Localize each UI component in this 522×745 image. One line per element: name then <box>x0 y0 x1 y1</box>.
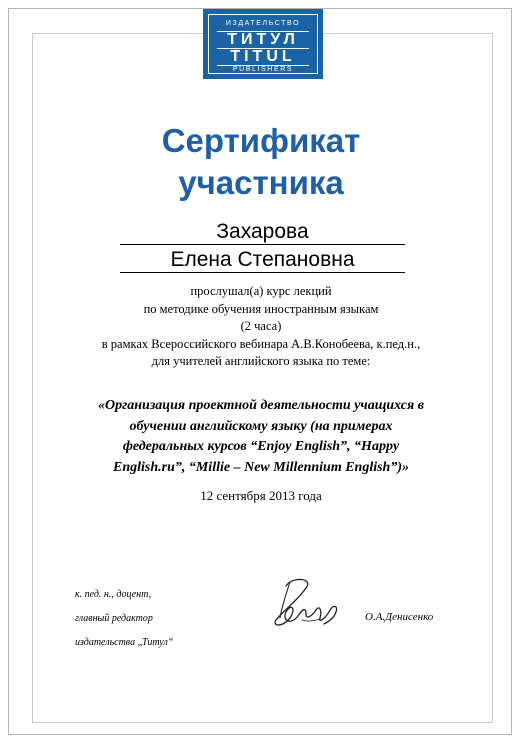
course-description <box>60 283 462 371</box>
logo-bottom-text: PUBLISHERS <box>232 66 294 73</box>
certificate-date: 12 сентября 2013 года <box>200 488 322 503</box>
signatory-organization: издательства „Титул“ <box>75 637 174 648</box>
signatory-name: О.А.Денисенко <box>365 611 434 623</box>
course-line: по методике обучения иностранным языкам <box>143 301 379 316</box>
topic-line: English.ru”, “Millie – New Millennium English”)» <box>112 459 410 475</box>
handwritten-signature <box>262 572 362 642</box>
topic-line: федеральных курсов “Enjoy English”, “Happy <box>122 439 400 454</box>
logo-line1: ТИТУЛ <box>227 31 299 48</box>
course-line: для учителей английского языка по теме: <box>151 354 371 368</box>
certificate-title-line2: участника <box>178 164 344 201</box>
logo-top-text: ИЗДАТЕЛЬСТВО <box>225 20 301 27</box>
signatory-degree: к. пед. н., доцент, <box>75 589 152 600</box>
course-line: прослушал(а) курс лекций <box>190 284 332 298</box>
webinar-topic <box>60 396 462 478</box>
publisher-logo <box>203 9 323 79</box>
course-line: в рамках Всероссийского вебинара А.В.Конобеева, к.пед.н., <box>101 336 421 351</box>
participant-surname: Захарова <box>120 220 405 245</box>
signatory-position: главный редактор <box>75 613 153 624</box>
participant-given-names: Елена Степановна <box>120 248 405 273</box>
topic-line: обучении английскому языку (на примерах <box>129 418 393 434</box>
logo-line2: TITUL <box>230 48 296 65</box>
certificate-title-line1: Сертификат <box>161 122 361 159</box>
topic-line: «Организация проектной деятельности учащихся в <box>98 398 424 413</box>
course-line: (2 часа) <box>240 319 282 333</box>
